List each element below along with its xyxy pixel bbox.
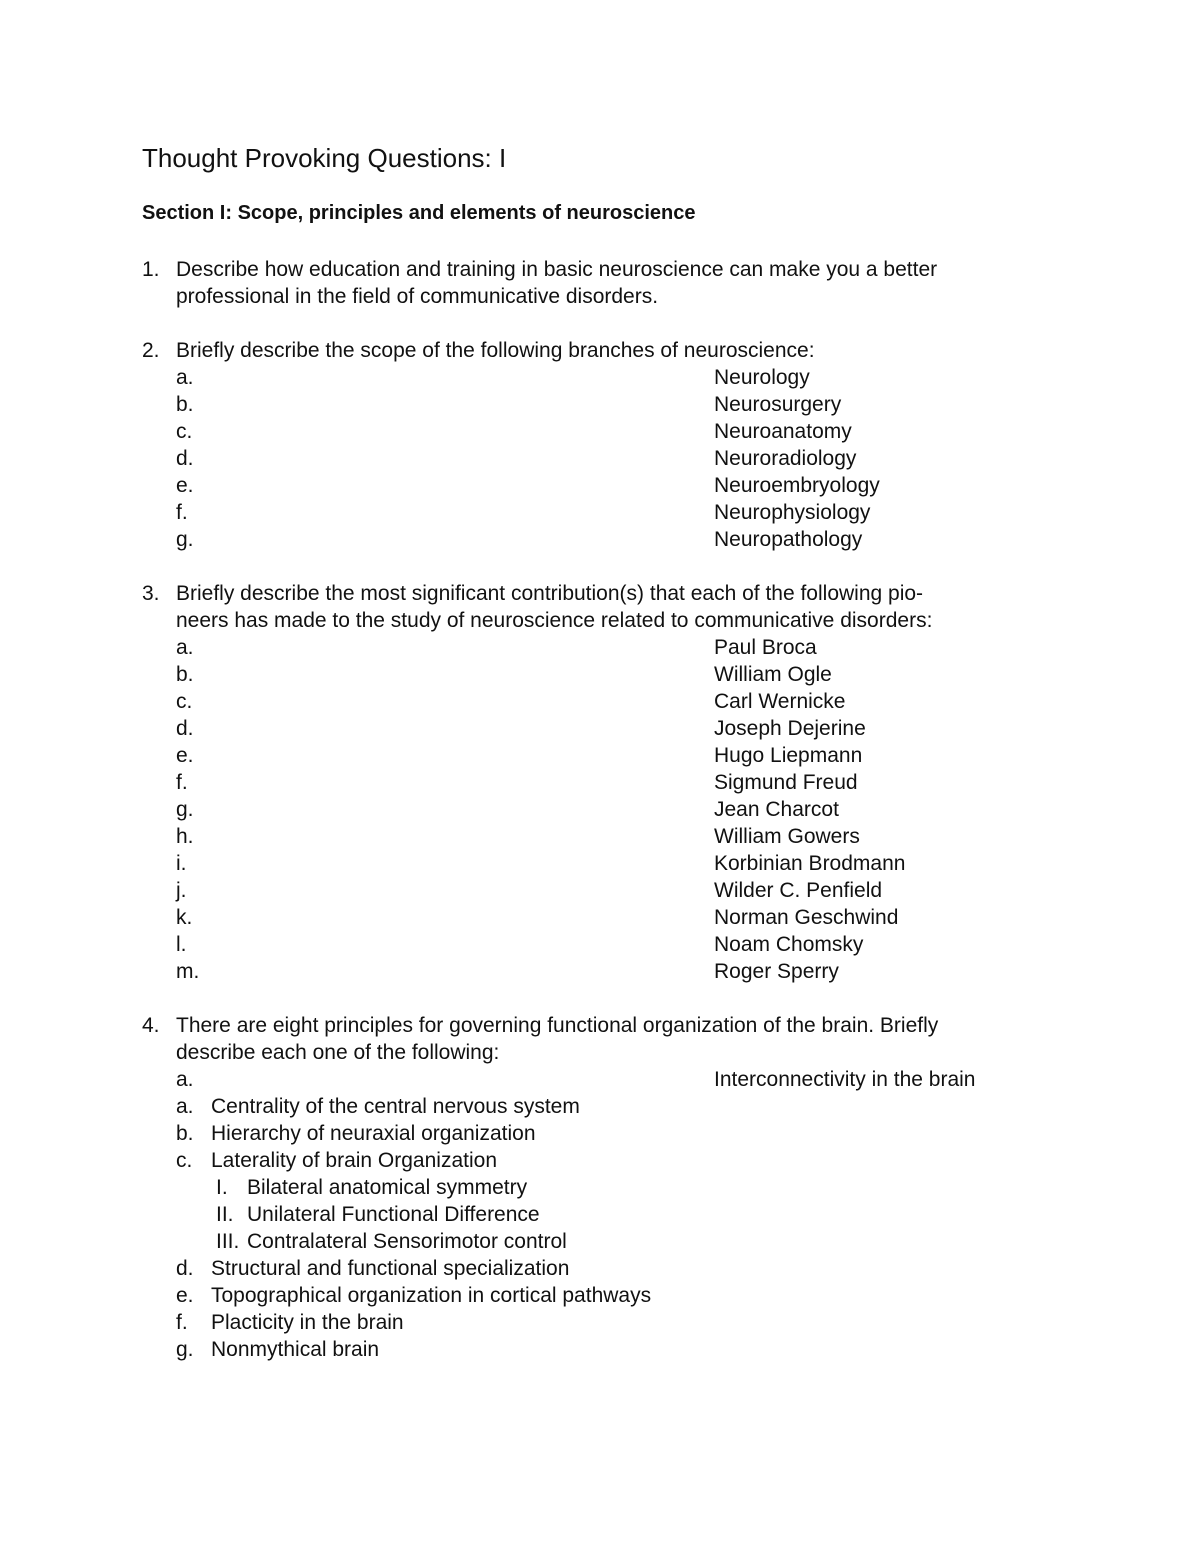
item-text: Nonmythical brain	[211, 1338, 380, 1361]
item-numeral: III.	[216, 1230, 240, 1253]
question-number: 1.	[142, 258, 160, 281]
list-item	[0, 1282, 1200, 1309]
list-item	[0, 688, 1200, 715]
item-letter: i.	[176, 852, 187, 875]
item-text: Laterality of brain Organization	[211, 1149, 497, 1172]
list-item	[0, 445, 1200, 472]
item-text: Neuropathology	[714, 528, 863, 551]
item-text: Neurophysiology	[714, 501, 871, 524]
question-1	[0, 256, 1200, 283]
item-text: Korbinian Brodmann	[714, 852, 906, 875]
question-text: There are eight principles for governing functional organization of the brain. Briefly	[176, 1014, 939, 1037]
list-item	[0, 391, 1200, 418]
roman-list-item	[0, 1228, 1200, 1255]
item-text: Wilder C. Penfield	[714, 879, 883, 902]
item-numeral: I.	[216, 1176, 228, 1199]
item-text: Carl Wernicke	[714, 690, 846, 713]
list-item	[0, 1309, 1200, 1336]
item-letter: b.	[176, 393, 194, 416]
list-item	[0, 823, 1200, 850]
item-letter: e.	[176, 744, 194, 767]
item-text: Sigmund Freud	[714, 771, 858, 794]
question-text-continued: neers has made to the study of neuroscience related to communicative disorders:	[176, 609, 933, 632]
item-text: Jean Charcot	[714, 798, 839, 821]
item-text: Neurosurgery	[714, 393, 842, 416]
item-letter: f.	[176, 1311, 188, 1334]
item-text: Contralateral Sensorimotor control	[247, 1230, 567, 1253]
list-item	[0, 1336, 1200, 1363]
list-item	[0, 769, 1200, 796]
item-numeral: II.	[216, 1203, 234, 1226]
section-heading: Section I: Scope, principles and elements of neuroscience	[142, 202, 696, 224]
list-item	[0, 715, 1200, 742]
roman-list-item	[0, 1174, 1200, 1201]
item-letter: g.	[176, 798, 194, 821]
item-text: Hierarchy of neuraxial organization	[211, 1122, 536, 1145]
list-item	[0, 526, 1200, 553]
list-item	[0, 661, 1200, 688]
item-text: Hugo Liepmann	[714, 744, 863, 767]
item-letter: e.	[176, 474, 194, 497]
question-text-continued: professional in the field of communicative disorders.	[176, 285, 659, 308]
question-number: 3.	[142, 582, 160, 605]
list-item	[0, 877, 1200, 904]
item-text: William Ogle	[714, 663, 832, 686]
item-text: Neuroradiology	[714, 447, 857, 470]
list-item	[0, 931, 1200, 958]
item-text: Norman Geschwind	[714, 906, 899, 929]
question-text: Describe how education and training in basic neuroscience can make you a better	[176, 258, 938, 281]
list-item	[0, 850, 1200, 877]
item-letter: h.	[176, 825, 194, 848]
item-letter: d.	[176, 717, 194, 740]
list-item	[0, 1066, 1200, 1093]
list-item	[0, 364, 1200, 391]
item-letter: k.	[176, 906, 193, 929]
question-3	[0, 580, 1200, 607]
question-2	[0, 337, 1200, 364]
item-letter: g.	[176, 528, 194, 551]
item-letter: j.	[176, 879, 187, 902]
item-text: Neuroanatomy	[714, 420, 852, 443]
item-text: William Gowers	[714, 825, 860, 848]
list-item	[0, 958, 1200, 985]
item-letter: c.	[176, 690, 193, 713]
item-text: Joseph Dejerine	[714, 717, 866, 740]
list-item	[0, 1093, 1200, 1120]
question-text: Briefly describe the scope of the following branches of neuroscience:	[176, 339, 815, 362]
question-4	[0, 1012, 1200, 1039]
item-letter: c.	[176, 1149, 193, 1172]
item-text: Neuroembryology	[714, 474, 880, 497]
list-item	[0, 472, 1200, 499]
list-item	[0, 499, 1200, 526]
question-list	[0, 256, 1200, 1363]
item-letter: l.	[176, 933, 187, 956]
list-item	[0, 742, 1200, 769]
list-item	[0, 1255, 1200, 1282]
item-text: Roger Sperry	[714, 960, 839, 983]
item-text: Topographical organization in cortical pathways	[211, 1284, 652, 1307]
item-text: Noam Chomsky	[714, 933, 864, 956]
list-item	[0, 1120, 1200, 1147]
list-item	[0, 634, 1200, 661]
item-letter: a.	[176, 1095, 194, 1118]
list-item	[0, 904, 1200, 931]
item-letter: g.	[176, 1338, 194, 1361]
item-letter: c.	[176, 420, 193, 443]
item-letter: e.	[176, 1284, 194, 1307]
list-item	[0, 796, 1200, 823]
question-number: 4.	[142, 1014, 160, 1037]
question-text: Briefly describe the most significant contribution(s) that each of the following pio-	[176, 582, 924, 605]
roman-list-item	[0, 1201, 1200, 1228]
item-text: Interconnectivity in the brain	[714, 1068, 976, 1091]
list-item	[0, 1147, 1200, 1174]
item-text: Bilateral anatomical symmetry	[247, 1176, 528, 1199]
page-title: Thought Provoking Questions: I	[142, 143, 507, 173]
item-letter: f.	[176, 771, 188, 794]
item-text: Centrality of the central nervous system	[211, 1095, 580, 1118]
item-letter: a.	[176, 636, 194, 659]
item-letter: d.	[176, 447, 194, 470]
item-letter: m.	[176, 960, 200, 983]
item-letter: f.	[176, 501, 188, 524]
item-letter: d.	[176, 1257, 194, 1280]
question-number: 2.	[142, 339, 160, 362]
question-text-continued: describe each one of the following:	[176, 1041, 500, 1064]
item-text: Neurology	[714, 366, 810, 389]
item-letter: a.	[176, 366, 194, 389]
list-item	[0, 418, 1200, 445]
item-letter: b.	[176, 663, 194, 686]
item-text: Placticity in the brain	[211, 1311, 404, 1334]
item-text: Paul Broca	[714, 636, 817, 659]
item-letter: b.	[176, 1122, 194, 1145]
item-letter: a.	[176, 1068, 194, 1091]
item-text: Structural and functional specialization	[211, 1257, 570, 1280]
item-text: Unilateral Functional Difference	[247, 1203, 540, 1226]
